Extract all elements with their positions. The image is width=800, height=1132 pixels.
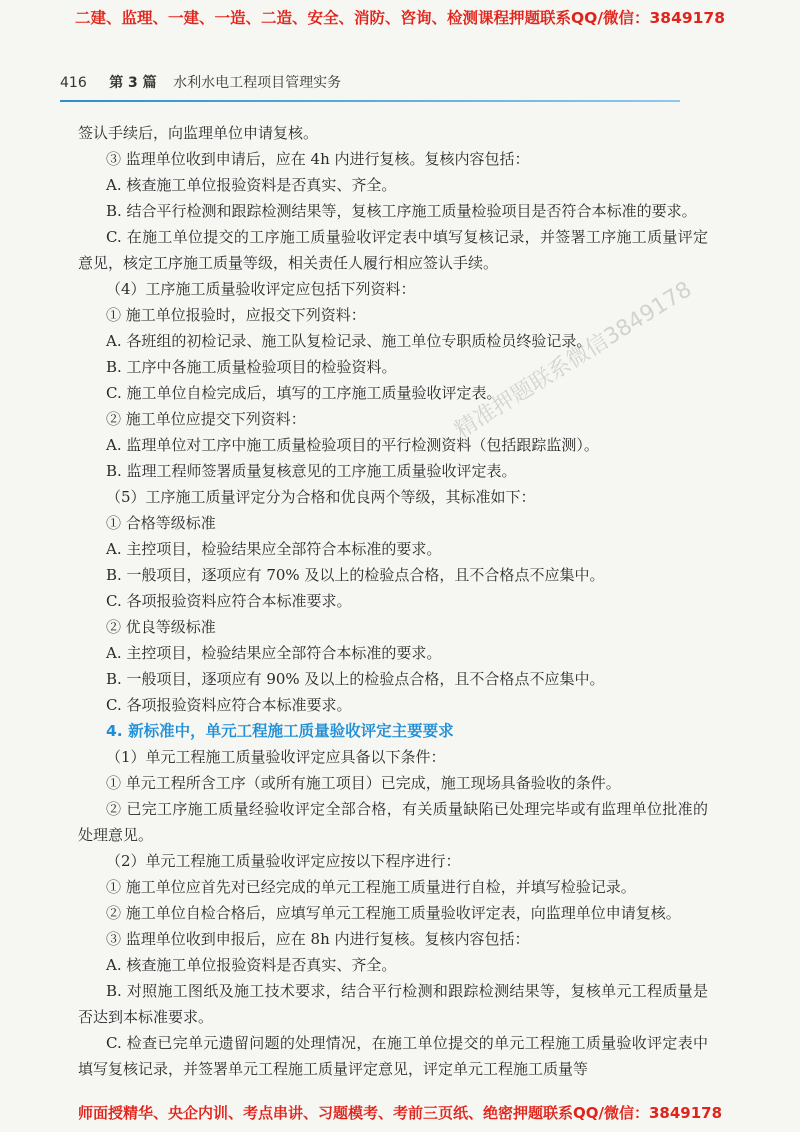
body-paragraph: （2）单元工程施工质量验收评定应按以下程序进行： [106, 852, 461, 870]
top-banner: 二建、监理、一建、一造、二造、安全、消防、咨询、检测课程押题联系QQ/微信：3849178 [74, 9, 725, 27]
part-label: 第 3 篇 [109, 75, 157, 91]
body-paragraph: C. 检查已完单元遗留问题的处理情况，在施工单位提交的单元工程施工质量验收评定表中填写复核记录，并签署单元工程施工质量评定意见，评定单元工程施工质量等 [78, 1034, 708, 1078]
body-paragraph: C. 各项报验资料应符合本标准要求。 [106, 592, 352, 610]
body-paragraph: 签认手续后，向监理单位申请复核。 [78, 124, 319, 142]
page-header [60, 72, 734, 92]
body-paragraph: ① 合格等级标准 [106, 514, 216, 532]
body-paragraph: ② 施工单位应提交下列资料： [106, 410, 306, 428]
page-number: 416 [60, 75, 87, 91]
body-paragraph: A. 主控项目，检验结果应全部符合本标准的要求。 [106, 644, 442, 662]
body-paragraph: ② 优良等级标准 [106, 618, 216, 636]
body-paragraph: （5）工序施工质量评定分为合格和优良两个等级，其标准如下： [106, 488, 536, 506]
body-paragraph: B. 一般项目，逐项应有 70% 及以上的检验点合格，且不合格点不应集中。 [106, 566, 605, 584]
body-paragraph: ① 施工单位报验时，应报交下列资料： [106, 306, 366, 324]
body-paragraph: （4）工序施工质量验收评定应包括下列资料： [106, 280, 416, 298]
body-paragraph: B. 结合平行检测和跟踪检测结果等，复核工序施工质量检验项目是否符合本标准的要求。 [106, 202, 697, 220]
body-paragraph: A. 监理单位对工序中施工质量检验项目的平行检测资料（包括跟踪监测）。 [106, 436, 599, 454]
body-paragraph: ② 施工单位自检合格后，应填写单元工程施工质量验收评定表，向监理单位申请复核。 [106, 904, 681, 922]
body-paragraph: C. 各项报验资料应符合本标准要求。 [106, 696, 352, 714]
body-paragraph: B. 工序中各施工质量检验项目的检验资料。 [106, 358, 397, 376]
body-paragraph: ② 已完工序施工质量经验收评定全部合格，有关质量缺陷已处理完毕或有监理单位批准的处理意见。 [78, 800, 708, 844]
body-paragraph: A. 核查施工单位报验资料是否真实、齐全。 [106, 956, 397, 974]
header-divider [60, 100, 680, 102]
body-paragraph: B. 一般项目，逐项应有 90% 及以上的检验点合格，且不合格点不应集中。 [106, 670, 605, 688]
body-paragraph: B. 监理工程师签署质量复核意见的工序施工质量验收评定表。 [106, 462, 517, 480]
body-paragraph: （1）单元工程施工质量验收评定应具备以下条件： [106, 748, 446, 766]
body-paragraph: ③ 监理单位收到申报后，应在 8h 内进行复核。复核内容包括： [106, 930, 530, 948]
body-paragraph: B. 对照施工图纸及施工技术要求，结合平行检测和跟踪检测结果等，复核单元工程质量是否达到本标准要求。 [78, 982, 708, 1026]
body-paragraph: ① 单元工程所含工序（或所有施工项目）已完成，施工现场具备验收的条件。 [106, 774, 621, 792]
page-body [78, 120, 708, 1082]
book-title: 水利水电工程项目管理实务 [173, 75, 342, 91]
diagonal-watermark: 精准押题联系微信3849178 [450, 277, 697, 444]
bottom-banner: 师面授精华、央企内训、考点串讲、习题模考、考前三页纸、绝密押题联系QQ/微信：3849178 [77, 1104, 723, 1122]
section-heading: 4. 新标准中，单元工程施工质量验收评定主要要求 [106, 722, 454, 740]
body-paragraph: A. 各班组的初检记录、施工队复检记录、施工单位专职质检员终验记录。 [106, 332, 592, 350]
body-paragraph: ③ 监理单位收到申请后，应在 4h 内进行复核。复核内容包括： [106, 150, 530, 168]
body-paragraph: A. 核查施工单位报验资料是否真实、齐全。 [106, 176, 397, 194]
body-paragraph: ① 施工单位应首先对已经完成的单元工程施工质量进行自检，并填写检验记录。 [106, 878, 636, 896]
body-paragraph: C. 施工单位自检完成后，填写的工序施工质量验收评定表。 [106, 384, 502, 402]
body-paragraph: A. 主控项目，检验结果应全部符合本标准的要求。 [106, 540, 442, 558]
body-paragraph: C. 在施工单位提交的工序施工质量验收评定表中填写复核记录，并签署工序施工质量评定意见，核定工序施工质量等级，相关责任人履行相应签认手续。 [78, 228, 708, 272]
